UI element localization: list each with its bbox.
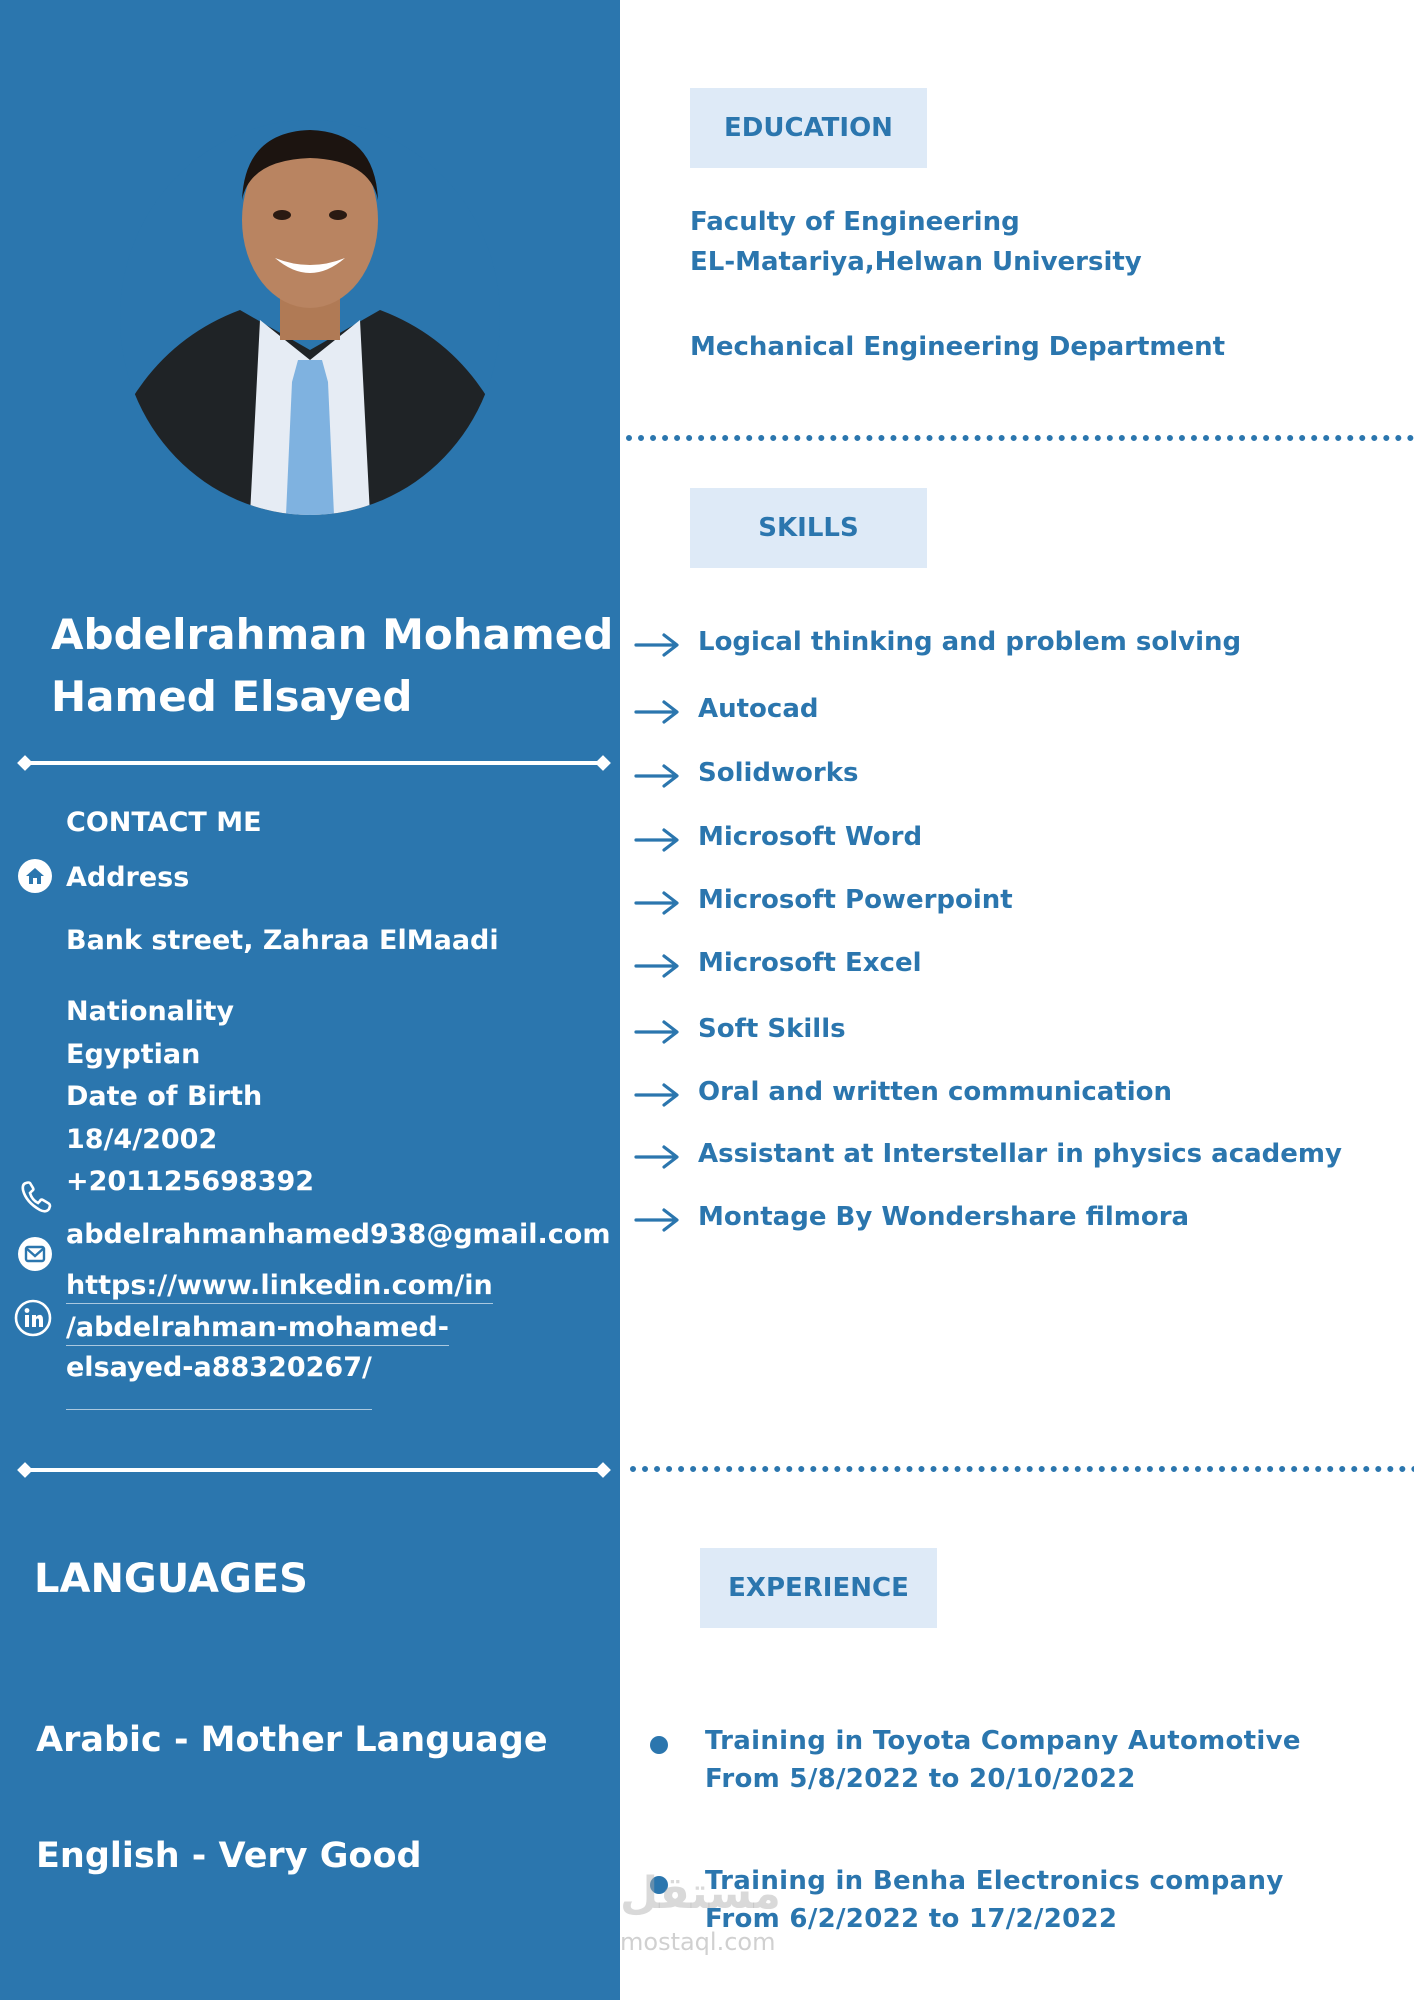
arrow-right-icon: [634, 889, 680, 917]
watermark-latin: mostaql.com: [620, 1928, 776, 1956]
linkedin-url-line2[interactable]: /abdelrahman-mohamed-: [66, 1312, 449, 1346]
skill-item: [634, 625, 1354, 665]
dob-label: Date of Birth: [66, 1081, 263, 1112]
language-arabic: Arabic - Mother Language: [36, 1720, 548, 1760]
education-heading: EDUCATION: [690, 88, 927, 168]
languages-title: LANGUAGES: [34, 1556, 308, 1602]
experience-title: Training in Toyota Company Automotive: [705, 1726, 1301, 1756]
full-name-line1: Abdelrahman Mohamed: [51, 610, 614, 659]
skill-item: [634, 883, 1354, 923]
arrow-right-icon: [634, 826, 680, 854]
experience-heading: EXPERIENCE: [700, 1548, 937, 1628]
divider-bottom: [14, 1461, 614, 1479]
linkedin-url-line1[interactable]: https://www.linkedin.com/in: [66, 1270, 493, 1304]
dotted-divider-1: [626, 435, 1414, 441]
skill-label: Solidworks: [698, 758, 859, 788]
education-department: Mechanical Engineering Department: [690, 332, 1226, 362]
arrow-right-icon: [634, 762, 680, 790]
email-address[interactable]: abdelrahmanhamed938@gmail.com: [66, 1219, 611, 1250]
dob-value: 18/4/2002: [66, 1124, 218, 1155]
dotted-divider-2: [630, 1466, 1414, 1472]
arrow-right-icon: [634, 1143, 680, 1171]
skill-label: Montage By Wondershare filmora: [698, 1202, 1190, 1232]
skill-label: Oral and written communication: [698, 1077, 1173, 1107]
nationality-label: Nationality: [66, 996, 234, 1027]
arrow-right-icon: [634, 698, 680, 726]
address-label: Address: [66, 862, 190, 893]
linkedin-icon: [14, 1299, 52, 1337]
skill-label: Microsoft Powerpoint: [698, 885, 1013, 915]
skill-item: [634, 820, 1354, 860]
bullet-icon: [650, 1736, 668, 1754]
skill-item: [634, 1012, 1354, 1052]
contact-title: CONTACT ME: [66, 807, 262, 838]
arrow-right-icon: [634, 952, 680, 980]
sidebar: [0, 0, 620, 2000]
skill-label: Logical thinking and problem solving: [698, 627, 1242, 657]
arrow-right-icon: [634, 1206, 680, 1234]
language-english: English - Very Good: [36, 1836, 422, 1876]
skill-item: [634, 946, 1354, 986]
arrow-right-icon: [634, 1081, 680, 1109]
phone-icon: [18, 1178, 56, 1216]
skill-item: [634, 1200, 1354, 1240]
nationality-value: Egyptian: [66, 1039, 201, 1070]
experience-period: From 5/8/2022 to 20/10/2022: [705, 1764, 1136, 1794]
watermark-arabic: مستقل: [620, 1868, 781, 1919]
education-university: EL-Matariya,Helwan University: [690, 247, 1142, 277]
arrow-right-icon: [634, 1018, 680, 1046]
skill-label: Microsoft Word: [698, 822, 923, 852]
address-value: Bank street, Zahraa ElMaadi: [66, 925, 499, 956]
skill-label: Assistant at Interstellar in physics academy: [698, 1139, 1342, 1169]
home-icon: [16, 857, 54, 895]
skill-label: Soft Skills: [698, 1014, 846, 1044]
email-icon: [16, 1235, 54, 1273]
skill-label: Microsoft Excel: [698, 948, 922, 978]
divider-top: [14, 754, 614, 772]
education-faculty: Faculty of Engineering: [690, 207, 1020, 237]
arrow-right-icon: [634, 631, 680, 659]
phone-number[interactable]: +201125698392: [66, 1166, 315, 1197]
skill-item: [634, 1137, 1354, 1177]
skill-item: [634, 692, 1354, 732]
watermark: [620, 1868, 800, 1968]
skill-label: Autocad: [698, 694, 819, 724]
profile-photo: [120, 120, 500, 515]
skill-item: [634, 756, 1354, 796]
experience-period: From 6/2/2022 to 17/2/2022: [705, 1904, 1118, 1934]
skill-item: [634, 1075, 1354, 1115]
experience-title: Training in Benha Electronics company: [705, 1866, 1284, 1896]
skills-heading: SKILLS: [690, 488, 927, 568]
full-name-line2: Hamed Elsayed: [51, 672, 413, 721]
linkedin-url-line3[interactable]: elsayed-a88320267/: [66, 1352, 372, 1410]
